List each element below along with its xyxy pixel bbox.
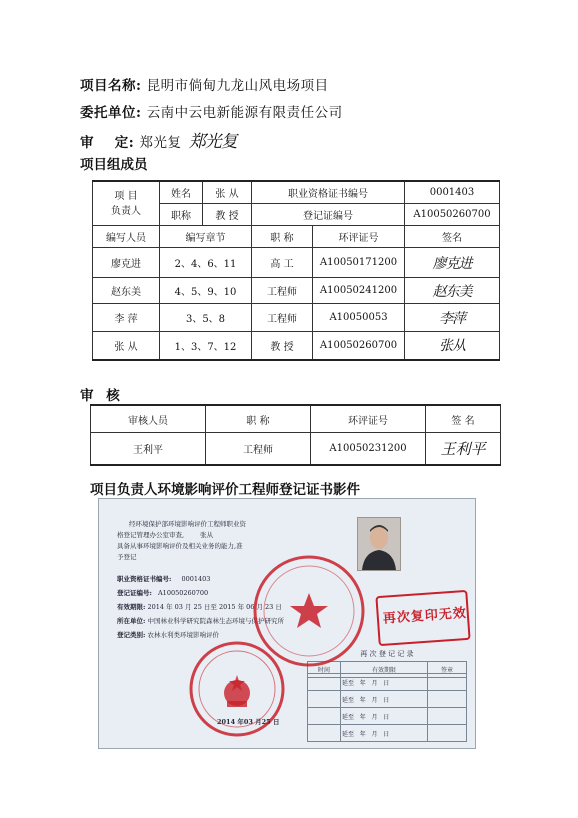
client-label: 委托单位: (80, 105, 142, 121)
project-name-line (80, 74, 329, 94)
member-title: 教 授 (252, 332, 313, 360)
unit-line: 所在单位: 中国林业科学研究院森林生态环境与保护研究所 (117, 617, 284, 625)
member-signature: 赵东美 (405, 278, 500, 304)
institute-seal-stamp (249, 551, 369, 671)
member-name: 廖克进 (93, 248, 160, 278)
approval-line (80, 127, 237, 152)
project-name-value: 昆明市倘甸九龙山风电场项目 (146, 78, 329, 94)
reg-cert-label: 登记证编号 (252, 204, 405, 226)
col-header: 签章 (428, 662, 467, 678)
member-name: 赵东美 (93, 278, 160, 304)
qual-cert-line: 职业资格证书编号: 0001403 (117, 575, 211, 583)
no-copy-stamp-text: 再次复印无效 (382, 605, 468, 627)
valid-period-line: 有效期限: 2014 年 03 月 25 日至 2015 年 06 月 23 日 (117, 603, 282, 611)
cert-intro: 格登记管理办公室审查, 张从 (117, 531, 214, 539)
member-chapters: 2、4、6、11 (160, 248, 252, 278)
review-section-title: 审 核 (80, 388, 124, 404)
cert-holder-name: 张从 (200, 531, 214, 539)
member-cert: A10050171200 (313, 248, 405, 278)
member-title: 高 工 (252, 248, 313, 278)
extension-rows (307, 673, 467, 742)
client-value: 云南中云电新能源有限责任公司 (146, 105, 343, 121)
member-cert: A10050053 (313, 304, 405, 332)
registration-certificate (98, 498, 476, 749)
table-row (93, 332, 500, 360)
col-header: 有效期限 (341, 662, 428, 678)
table-row: 延至 年 月 日 (308, 725, 467, 742)
col-header: 时间 (308, 662, 341, 678)
cert-intro: 具备从事环境影响评价及相关业务的能力,准 (117, 542, 243, 550)
col-header: 编写人员 (93, 226, 160, 248)
col-header: 签名 (405, 226, 500, 248)
leader-title: 教 授 (203, 204, 252, 226)
project-name-label: 项目名称: (80, 78, 142, 94)
col-header: 环评证号 (313, 226, 405, 248)
team-header-row (93, 226, 500, 248)
reg-cert-line: 登记证编号: A10050260700 (117, 589, 209, 597)
member-signature: 廖克进 (405, 248, 500, 278)
member-signature: 李萍 (405, 304, 500, 332)
team-table (92, 180, 500, 361)
table-row: 延至 年 月 日 (308, 674, 467, 691)
member-cert: A10050260700 (313, 332, 405, 360)
col-header: 职 称 (252, 226, 313, 248)
reg-cert-value: A10050260700 (405, 204, 500, 226)
member-chapters: 4、5、9、10 (160, 278, 252, 304)
member-chapters: 3、5、8 (160, 304, 252, 332)
cert-intro: 经环境保护部环境影响评价工程师职业资 (129, 520, 246, 528)
cert-intro: 予登记 (117, 553, 137, 561)
member-title: 工程师 (252, 278, 313, 304)
member-title: 工程师 (252, 304, 313, 332)
col-header: 编写章节 (160, 226, 252, 248)
table-row (93, 278, 500, 304)
leader-label: 项 目 负责人 (93, 181, 160, 226)
member-cert: A10050241200 (313, 278, 405, 304)
no-copy-stamp (375, 590, 470, 646)
reviewer-name: 王利平 (91, 433, 206, 465)
member-name: 李 萍 (93, 304, 160, 332)
leader-name: 张 从 (203, 181, 252, 204)
reviewer-signature: 王利平 (426, 433, 501, 465)
cert-section-title: 项目负责人环境影响评价工程师登记证书影件 (90, 482, 360, 498)
team-section-title: 项目组成员 (80, 157, 148, 173)
reviewer-title: 工程师 (206, 433, 311, 465)
issue-date: 2014 年03 月25 日 (217, 718, 280, 726)
member-name: 张 从 (93, 332, 160, 360)
col-header: 审核人员 (91, 405, 206, 433)
qual-cert-value: 0001403 (405, 181, 500, 204)
table-row (93, 248, 500, 278)
table-row: 延至 年 月 日 (308, 708, 467, 725)
reviewer-cert: A10050231200 (311, 433, 426, 465)
approver-signature: 郑光复 (188, 132, 237, 152)
client-line (80, 101, 343, 121)
approval-label: 审 定: (80, 135, 135, 151)
table-row: 延至 年 月 日 (308, 691, 467, 708)
col-header: 职 称 (206, 405, 311, 433)
col-header: 签 名 (426, 405, 501, 433)
title-label: 职称 (160, 204, 203, 226)
member-signature: 张从 (405, 332, 500, 360)
member-chapters: 1、3、7、12 (160, 332, 252, 360)
type-line: 登记类别: 农林水利类环境影响评价 (117, 631, 219, 639)
name-label: 姓名 (160, 181, 203, 204)
review-header-row (91, 405, 501, 433)
approver-name: 郑光复 (139, 135, 182, 151)
table-row (93, 304, 500, 332)
col-header: 环评证号 (311, 405, 426, 433)
review-table (90, 404, 501, 466)
reg-record-title: 再 次 登 记 记 录 (360, 650, 414, 658)
table-row (91, 433, 501, 465)
qual-cert-label: 职业资格证书编号 (252, 181, 405, 204)
